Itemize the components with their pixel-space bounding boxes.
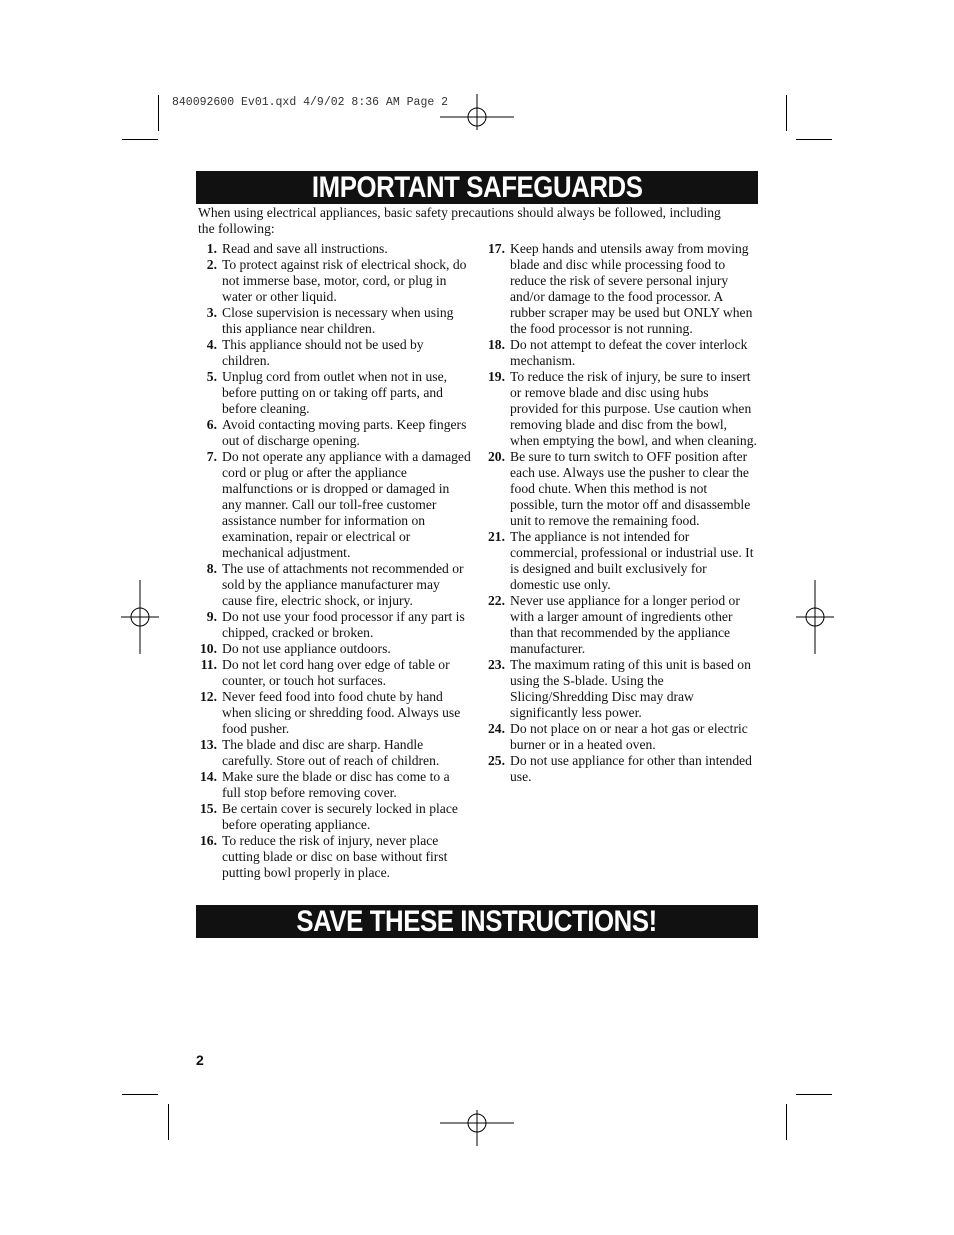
- item-number: 18.: [488, 337, 505, 352]
- item-text: This appliance should not be used by children.: [222, 337, 424, 368]
- item-number: 10.: [200, 641, 217, 656]
- list-item: [196, 417, 471, 449]
- item-text: Avoid contacting moving parts. Keep fingers out of discharge opening.: [222, 417, 467, 448]
- safeguards-list-left: [196, 241, 471, 881]
- item-number: 24.: [488, 721, 505, 736]
- item-text: Do not let cord hang over edge of table or counter, or touch hot surfaces.: [222, 657, 450, 688]
- list-item: [196, 449, 471, 561]
- list-item: [484, 529, 758, 593]
- item-number: 3.: [206, 305, 217, 320]
- item-text: Do not use your food processor if any part is chipped, cracked or broken.: [222, 609, 465, 640]
- item-number: 4.: [206, 337, 217, 352]
- registration-mark-icon: [778, 580, 852, 654]
- item-text: Do not place on or near a hot gas or electric burner or in a heated oven.: [510, 721, 748, 752]
- item-text: The blade and disc are sharp. Handle carefully. Store out of reach of children.: [222, 737, 440, 768]
- item-number: 5.: [206, 369, 217, 384]
- list-item: [484, 449, 758, 529]
- list-item: [196, 609, 471, 641]
- page-number: 2: [196, 1052, 204, 1068]
- item-number: 20.: [488, 449, 505, 464]
- item-number: 25.: [488, 753, 505, 768]
- item-text: The use of attachments not recommended or sold by the appliance manufacturer may cause fire, electric shock, or injury.: [222, 561, 464, 608]
- list-item: [196, 833, 471, 881]
- list-item: [484, 337, 758, 369]
- page-title: IMPORTANT SAFEGUARDS: [311, 171, 643, 204]
- item-text: Be sure to turn switch to OFF position after each use. Always use the pusher to clear the food chute. When this method is not possible, turn the motor off and disassemble unit to remove the remaining food.: [510, 449, 751, 528]
- list-item: [196, 561, 471, 609]
- item-number: 13.: [200, 737, 217, 752]
- print-slug: 840092600 Ev01.qxd 4/9/02 8:36 AM Page 2: [172, 96, 449, 109]
- item-number: 14.: [200, 769, 217, 784]
- item-text: Do not attempt to defeat the cover interlock mechanism.: [510, 337, 748, 368]
- list-item: [484, 657, 758, 721]
- item-text: Do not operate any appliance with a damaged cord or plug or after the appliance malfunctions or is dropped or damaged in any manner. Call our toll-free customer assistance number for information on examination, repair or electrical or mechanical adjustment.: [222, 449, 471, 560]
- title-banner: [196, 171, 758, 204]
- item-text: Be certain cover is securely locked in place before operating appliance.: [222, 801, 458, 832]
- safeguards-list-right: [484, 241, 758, 785]
- item-number: 6.: [206, 417, 217, 432]
- crop-mark-icon: [796, 1094, 832, 1095]
- list-item: [196, 801, 471, 833]
- registration-mark-icon: [440, 80, 514, 154]
- list-item: [196, 369, 471, 417]
- item-text: Unplug cord from outlet when not in use, before putting on or taking off parts, and before cleaning.: [222, 369, 448, 416]
- list-item: [196, 657, 471, 689]
- list-item: [196, 641, 471, 657]
- crop-mark-icon: [158, 95, 159, 131]
- intro-paragraph: When using electrical appliances, basic safety precautions should always be followed, including the following:: [198, 205, 721, 236]
- crop-mark-icon: [796, 139, 832, 140]
- list-item: [484, 721, 758, 753]
- item-text: Read and save all instructions.: [222, 241, 388, 256]
- item-number: 2.: [206, 257, 217, 272]
- list-item: [484, 241, 758, 337]
- crop-mark-icon: [122, 1094, 158, 1095]
- list-item: [196, 689, 471, 737]
- item-text: The maximum rating of this unit is based on using the S-blade. Using the Slicing/Shredding Disc may draw significantly less power.: [510, 657, 751, 720]
- list-item: [196, 241, 471, 257]
- item-text: Never feed food into food chute by hand when slicing or shredding food. Always use food pusher.: [222, 689, 461, 736]
- crop-mark-icon: [168, 1104, 169, 1140]
- item-text: Do not use appliance outdoors.: [222, 641, 391, 656]
- item-number: 8.: [206, 561, 217, 576]
- registration-mark-icon: [440, 1086, 514, 1160]
- registration-mark-icon: [103, 580, 177, 654]
- item-text: The appliance is not intended for commercial, professional or industrial use. It is designed and built exclusively for domestic use only.: [510, 529, 754, 592]
- list-item: [196, 737, 471, 769]
- item-number: 21.: [488, 529, 505, 544]
- item-number: 1.: [206, 241, 217, 256]
- item-text: Keep hands and utensils away from moving blade and disc while processing food to reduce the risk of severe personal injury and/or damage to the food processor. A rubber scraper may be used but ONLY when the food processor is not running.: [510, 241, 753, 336]
- item-text: To reduce the risk of injury, never place cutting blade or disc on base without first putting bowl properly in place.: [222, 833, 448, 880]
- item-text: To reduce the risk of injury, be sure to insert or remove blade and disc using hubs provided for this purpose. Use caution when removing blade and disc from the bowl, when emptying the bowl, and when cleaning.: [510, 369, 757, 448]
- list-item: [196, 337, 471, 369]
- item-number: 12.: [200, 689, 217, 704]
- save-instructions-banner: [196, 905, 758, 938]
- item-number: 9.: [206, 609, 217, 624]
- crop-mark-icon: [122, 139, 158, 140]
- list-item: [196, 769, 471, 801]
- list-item: [484, 593, 758, 657]
- list-item: [196, 257, 471, 305]
- item-text: Do not use appliance for other than intended use.: [510, 753, 752, 784]
- item-number: 16.: [200, 833, 217, 848]
- item-number: 17.: [488, 241, 505, 256]
- item-text: To protect against risk of electrical shock, do not immerse base, motor, cord, or plug in water or other liquid.: [222, 257, 467, 304]
- crop-mark-icon: [786, 1104, 787, 1140]
- list-item: [484, 753, 758, 785]
- list-item: [196, 305, 471, 337]
- item-number: 19.: [488, 369, 505, 384]
- item-number: 22.: [488, 593, 505, 608]
- list-item: [484, 369, 758, 449]
- item-number: 15.: [200, 801, 217, 816]
- item-text: Make sure the blade or disc has come to a full stop before removing cover.: [222, 769, 450, 800]
- item-text: Close supervision is necessary when using this appliance near children.: [222, 305, 454, 336]
- item-number: 23.: [488, 657, 505, 672]
- item-text: Never use appliance for a longer period or with a larger amount of ingredients other than that recommended by the appliance manufacturer.: [510, 593, 740, 656]
- item-number: 7.: [206, 449, 217, 464]
- save-instructions-text: SAVE THESE INSTRUCTIONS!: [296, 905, 658, 938]
- item-number: 11.: [200, 657, 217, 672]
- crop-mark-icon: [786, 95, 787, 131]
